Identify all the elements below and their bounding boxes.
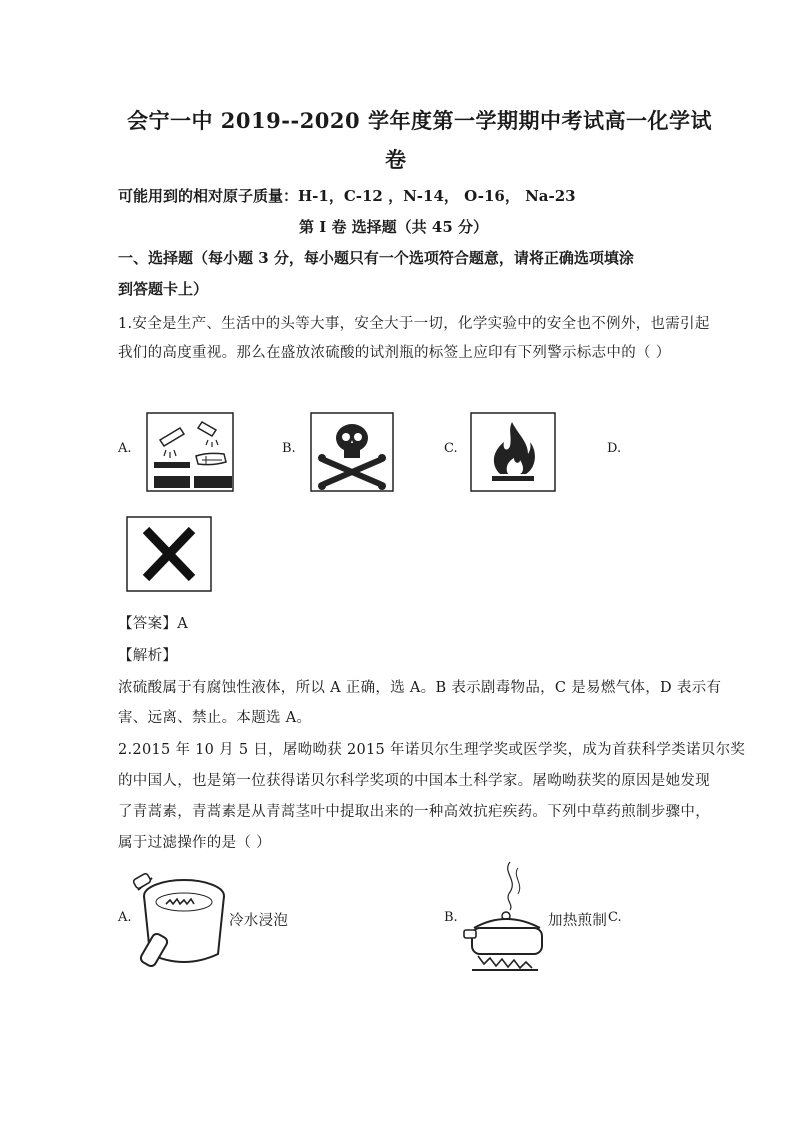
x-cross-icon xyxy=(126,516,212,592)
q2-stem-line2: 的中国人，也是第一位获得诺贝尔科学奖项的中国本土科学家。屠呦呦获奖的原因是她发现 xyxy=(118,773,710,789)
q2-option-a-label: A. xyxy=(118,910,132,925)
part-heading-line2: 到答题卡上） xyxy=(118,280,209,298)
exam-title-line2: 卷 xyxy=(385,147,407,172)
q2-option-b-text: 加热煎制 xyxy=(548,913,608,929)
part-heading-line1: 一、选择题（每小题 3 分，每小题只有一个选项符合题意，请将正确选项填涂 xyxy=(118,249,634,267)
section-heading: 第 I 卷 选择题（共 45 分） xyxy=(299,218,489,236)
q1-option-b-label: B. xyxy=(282,441,296,456)
q1-analysis-label: 【解析】 xyxy=(118,648,178,664)
flame-icon xyxy=(470,412,556,492)
heated-pot-icon xyxy=(462,858,546,976)
atomic-masses-line: 可能用到的相对原子质量：H-1，C-12 ，N-14， O-16， Na-23 xyxy=(118,187,576,205)
q1-option-a-label: A. xyxy=(118,441,132,456)
q2-stem-line3: 了青蒿素，青蒿素是从青蒿茎叶中提取出来的一种高效抗疟疾药。下列中草药煎制步骤中， xyxy=(118,804,710,820)
q2-stem-line1: 2.2015 年 10 月 5 日，屠呦呦获 2015 年诺贝尔生理学奖或医学奖，成为首获科学类诺贝尔奖 xyxy=(118,742,746,758)
q1-analysis-line1: 浓硫酸属于有腐蚀性液体，所以 A 正确，选 A。B 表示剧毒物品，C 是易燃气体，D 表示有 xyxy=(118,680,722,696)
q1-option-d-label: D. xyxy=(607,441,622,456)
q1-option-c-label: C. xyxy=(444,441,458,456)
corrosive-icon xyxy=(146,412,234,492)
q2-option-a-text: 冷水浸泡 xyxy=(229,913,289,929)
q2-option-b-label: B. xyxy=(444,910,458,925)
q2-stem-line4: 属于过滤操作的是（ ） xyxy=(118,835,271,851)
q2-option-c-label: C. xyxy=(608,910,622,925)
skull-crossbones-icon xyxy=(310,412,394,492)
exam-title-line1: 会宁一中 2019--2020 学年度第一学期期中考试高一化学试 xyxy=(127,108,712,133)
q1-stem-line1: 1.安全是生产、生活中的头等大事，安全大于一切，化学实验中的安全也不例外，也需引起 xyxy=(118,316,710,332)
q1-answer: 【答案】A xyxy=(118,616,188,632)
q1-stem-line2: 我们的高度重视。那么在盛放浓硫酸的试剂瓶的标签上应印有下列警示标志中的（ ） xyxy=(118,345,671,361)
soaking-pot-icon xyxy=(132,870,232,970)
q1-analysis-line2: 害、远离、禁止。本题选 A。 xyxy=(118,710,312,726)
